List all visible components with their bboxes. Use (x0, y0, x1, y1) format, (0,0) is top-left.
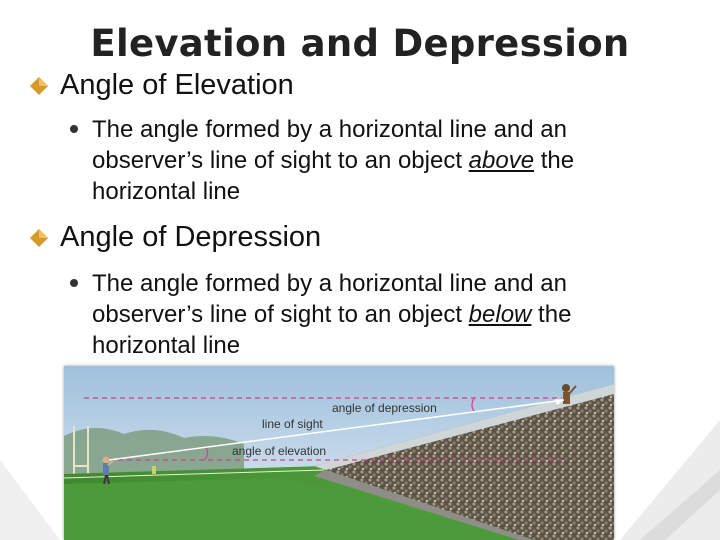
diamond-bullet-icon (30, 77, 48, 95)
sub-bullet-text-pre: The angle formed by a horizontal line and an observer’s line of sight to an object (92, 270, 567, 328)
bullet-heading: Angle of Elevation (60, 69, 294, 101)
diamond-bullet-icon (30, 229, 48, 247)
sub-bullet-text-post: the horizontal line (92, 147, 575, 205)
sub-bullet-text (92, 114, 662, 207)
slide-title: Elevation and Depression (90, 22, 630, 65)
sub-bullet-depression (70, 268, 662, 361)
label-angle-of-elevation: angle of elevation (232, 444, 327, 458)
sub-bullet-text-pre: The angle formed by a horizontal line and an observer’s line of sight to an object (92, 116, 567, 174)
dot-bullet-icon (70, 279, 78, 287)
dot-bullet-icon (70, 125, 78, 133)
sub-bullet-emphasis: above (468, 147, 535, 174)
sub-bullet-emphasis: below (468, 301, 532, 328)
sub-bullet-text-post: the horizontal line (92, 301, 572, 359)
label-angle-of-depression: angle of depression (332, 401, 437, 415)
bullet-heading: Angle of Depression (60, 221, 322, 253)
bullet-angle-of-elevation (30, 68, 294, 102)
bullet-angle-of-depression (30, 220, 321, 254)
sub-bullet-text (92, 268, 662, 361)
sub-bullet-elevation (70, 114, 662, 207)
label-line-of-sight: line of sight (262, 417, 323, 431)
stadium-illustration (64, 366, 614, 540)
